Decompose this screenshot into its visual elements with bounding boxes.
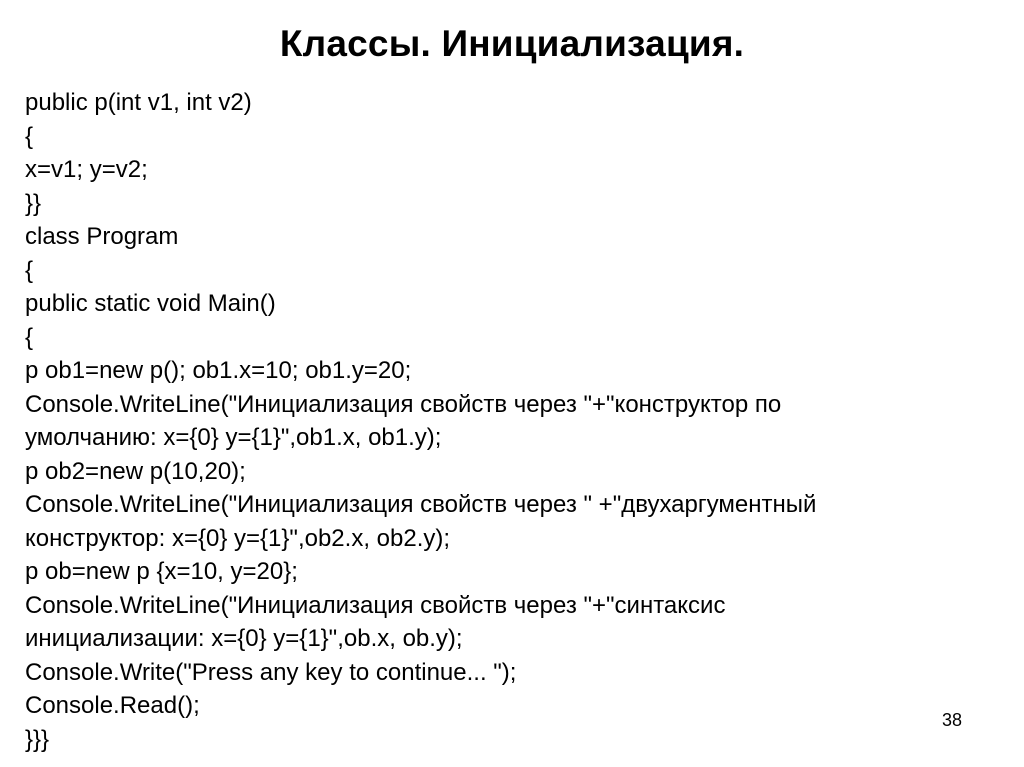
code-line: Console.WriteLine("Инициализация свойств через " +"двухаргументный [25, 491, 817, 518]
code-line: class Program [25, 223, 179, 250]
code-line: Console.Write("Press any key to continue... "); [25, 658, 517, 686]
code-line: Console.WriteLine("Инициализация свойств через "+"конструктор по [25, 390, 782, 418]
code-line: x=v1; y=v2; [25, 156, 148, 183]
code-line: { [25, 122, 34, 150]
code-line: { [25, 323, 34, 351]
slide-title: Классы. Инициализация. [279, 23, 745, 64]
code-line: умолчанию: x={0} y={1}",ob1.x, ob1.y); [25, 424, 442, 451]
code-listing [25, 86, 1005, 756]
code-line: конструктор: x={0} y={1}",ob2.x, ob2.y); [25, 524, 451, 552]
code-line: public p(int v1, int v2) [25, 89, 252, 116]
code-line: public static void Main() [25, 290, 276, 317]
code-line: { [25, 256, 34, 284]
code-line: }} [25, 189, 42, 217]
code-line: }}} [25, 725, 50, 753]
code-line: инициализации: x={0} y={1}",ob.x, ob.y); [25, 625, 463, 652]
code-line: Console.Read(); [25, 692, 200, 719]
page-number: 38 [941, 710, 962, 730]
code-line: p ob1=new p(); ob1.x=10; ob1.y=20; [25, 357, 412, 384]
code-line: Console.WriteLine("Инициализация свойств через "+"синтаксис [25, 591, 726, 619]
code-line: p ob2=new p(10,20); [25, 457, 246, 485]
code-line: p ob=new p {x=10, y=20}; [25, 558, 298, 585]
